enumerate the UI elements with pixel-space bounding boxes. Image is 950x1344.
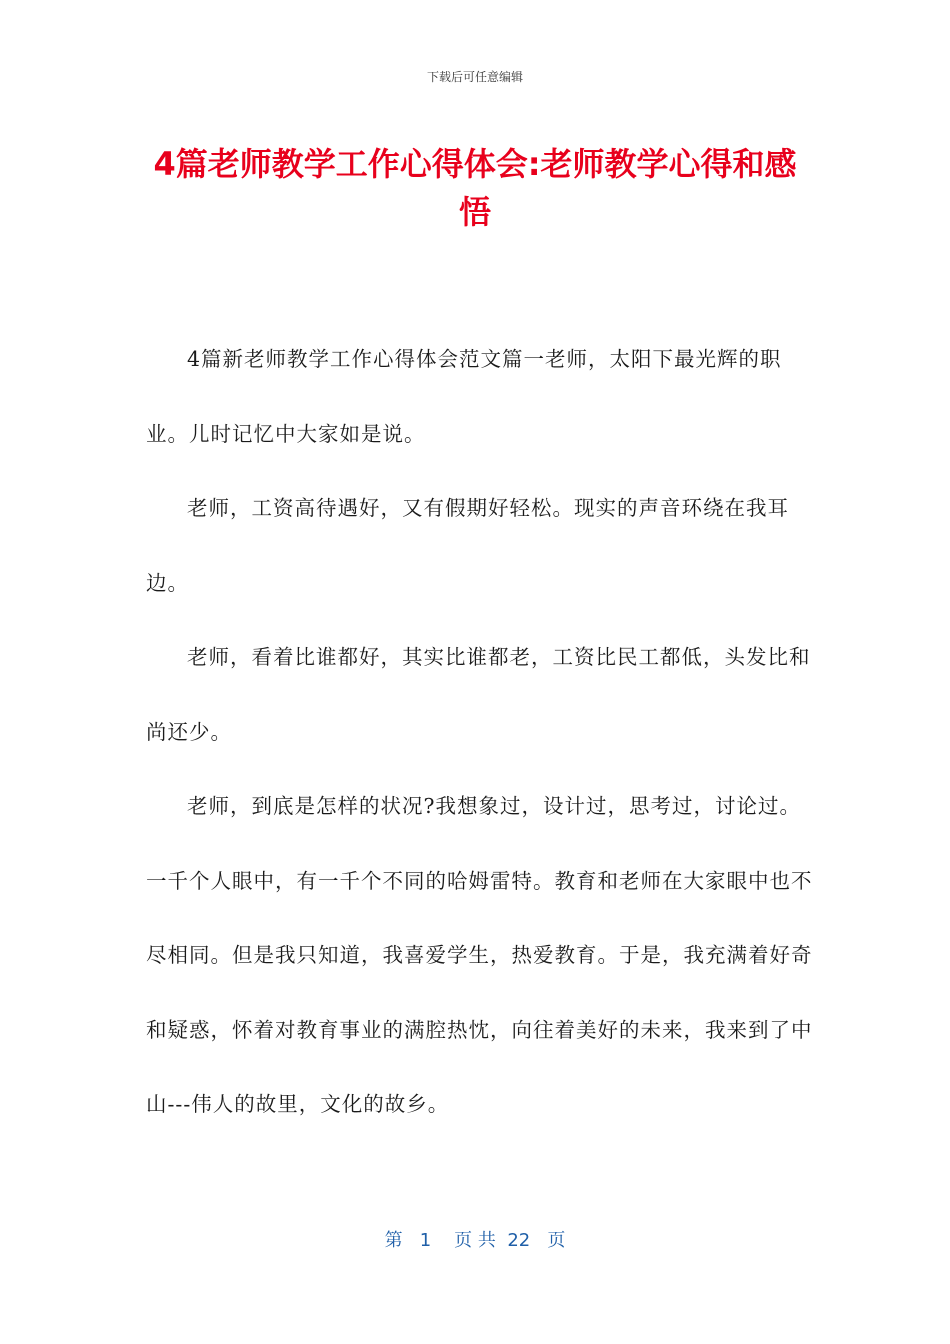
current-page-number: 1 xyxy=(419,1230,432,1251)
footer-prefix: 第 xyxy=(384,1230,403,1251)
header-note: 下载后可任意编辑 xyxy=(426,70,523,84)
paragraph: 老师，工资高待遇好，又有假期好轻松。现实的声音环绕在我耳边。 xyxy=(146,496,789,595)
paragraph: 老师，到底是怎样的状况?我想象过，设计过，思考过，讨论过。一千个人眼中，有一千个不同的哈姆雷特。教育和老师在大家眼中也不尽相同。但是我只知道，我喜爱学生，热爱教育。于是，我充满着好奇和疑惑，怀着对教育事业的满腔热忱，向往着美好的未来，我来到了中山---伟人的故里，文化的故乡。 xyxy=(146,794,813,1116)
page-footer xyxy=(0,1226,950,1252)
document-body xyxy=(146,322,820,1142)
total-pages-number: 22 xyxy=(507,1230,531,1251)
footer-middle: 页 共 xyxy=(454,1230,496,1251)
paragraph: 4篇新老师教学工作心得体会范文篇一老师，太阳下最光辉的职业。儿时记忆中大家如是说。 xyxy=(146,347,782,446)
footer-suffix: 页 xyxy=(547,1230,566,1251)
document-title: 4篇老师教学工作心得体会:老师教学心得和感悟 xyxy=(153,145,797,231)
paragraph: 老师，看着比谁都好，其实比谁都老，工资比民工都低，头发比和尚还少。 xyxy=(146,645,811,744)
